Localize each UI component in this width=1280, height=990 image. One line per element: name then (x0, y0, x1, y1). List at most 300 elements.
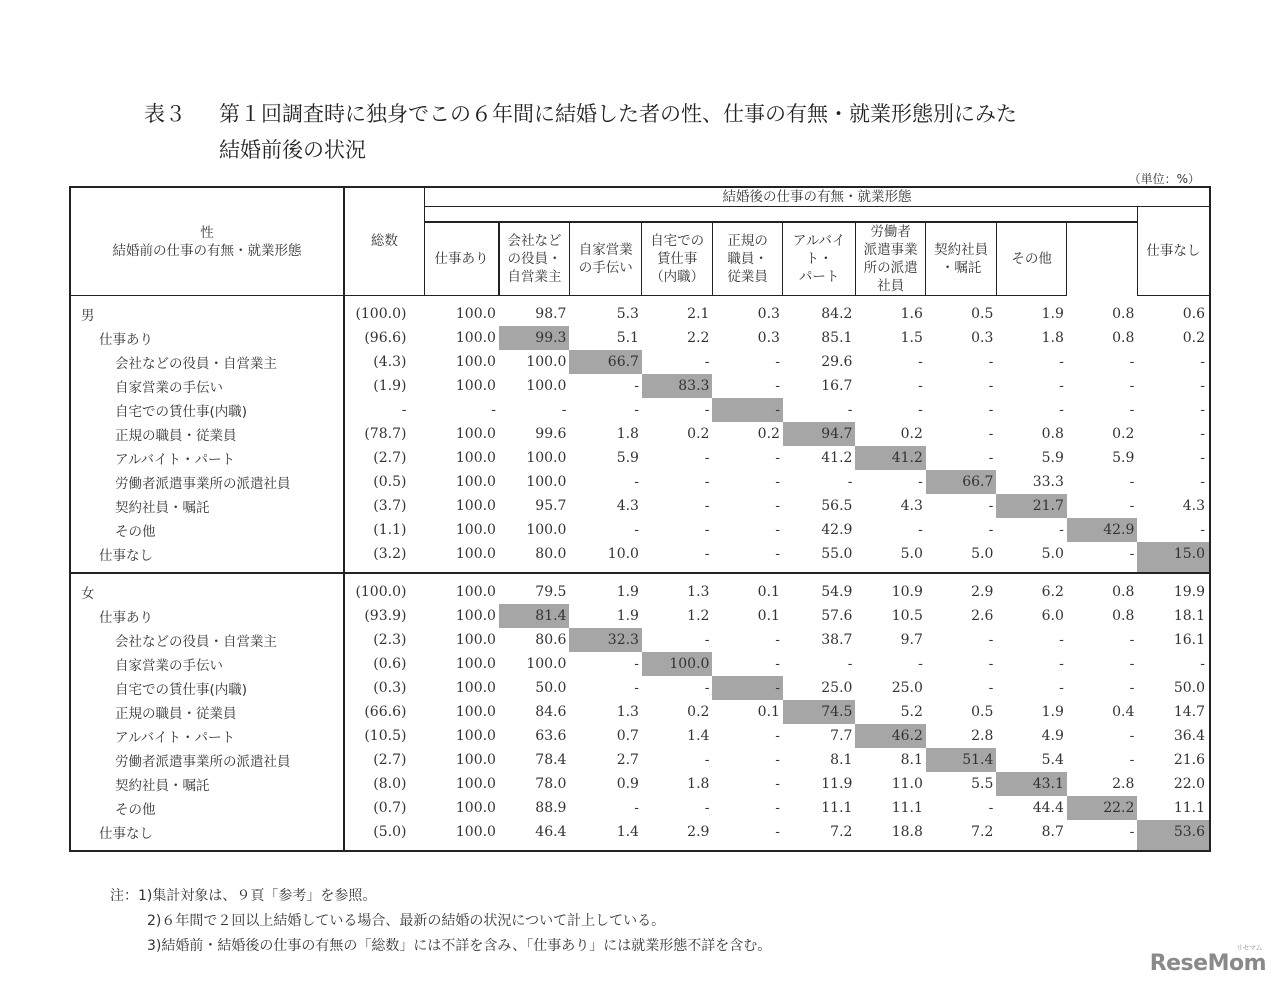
row-label: 自宅での賃仕事(内職) (70, 676, 344, 700)
distribution-cell: (1.9) (373, 378, 407, 394)
value-cell: - (988, 378, 994, 394)
value-cell: 1.3 (642, 573, 712, 604)
value-cell: 5.0 (971, 546, 994, 562)
row-label: 仕事なし (70, 542, 344, 573)
col-header-home-piecework (642, 222, 712, 296)
value-cell: 80.0 (535, 546, 567, 562)
col-header-text: パート (798, 269, 840, 285)
value-cell: 7.7 (830, 728, 853, 744)
value-cell: 1.8 (687, 776, 710, 792)
value-cell: - (775, 752, 780, 768)
total-header: 総数 (344, 187, 425, 296)
table-row (70, 518, 1210, 542)
table-row (70, 604, 1210, 628)
value-cell: 4.3 (616, 498, 639, 514)
col-header-text: 会社など (507, 233, 562, 249)
value-cell: - (1129, 632, 1135, 648)
value-cell: 1.4 (616, 824, 639, 840)
col-header-text: 自家営業 (578, 242, 633, 258)
value-cell: - (988, 402, 994, 418)
after-marriage-header: 結婚後の仕事の有無・就業形態 (424, 187, 1210, 207)
value-cell: - (712, 676, 782, 700)
value-cell: - (775, 546, 780, 562)
value-cell: 42.9 (821, 522, 853, 538)
total-cell: 100.0 (455, 474, 496, 490)
value-cell: 78.0 (535, 776, 567, 792)
value-cell: 15.0 (1137, 542, 1210, 573)
footnote-1: 注：1)集計対象は、９頁「参考」を参照。 (110, 888, 377, 904)
value-cell: - (775, 474, 780, 490)
value-cell: 50.0 (1173, 680, 1205, 696)
col-header-text: ・嘱託 (940, 260, 982, 276)
value-cell: 36.4 (1173, 728, 1205, 744)
value-cell: - (1129, 354, 1135, 370)
distribution-cell: (0.6) (373, 656, 407, 672)
value-cell: 11.1 (1173, 800, 1205, 816)
value-cell: - (704, 680, 710, 696)
col-header-text: 従業員 (727, 269, 768, 285)
value-cell: - (704, 474, 710, 490)
value-cell: 41.2 (821, 450, 853, 466)
value-cell: - (1200, 354, 1205, 370)
table-row (70, 446, 1210, 470)
value-cell: 1.9 (569, 573, 642, 604)
total-cell: 100.0 (455, 306, 496, 322)
value-cell: - (634, 522, 639, 538)
col-header-text: 派遣事業 (863, 242, 918, 258)
col-header-text: 正規の (727, 233, 768, 249)
value-cell: - (634, 800, 639, 816)
value-cell: 46.2 (855, 724, 925, 748)
value-cell: - (775, 632, 780, 648)
value-cell: 83.3 (642, 374, 712, 398)
value-cell: - (988, 656, 994, 672)
value-cell: - (775, 800, 780, 816)
table-row (70, 676, 1210, 700)
value-cell: 81.4 (499, 604, 569, 628)
distribution-cell: (93.9) (364, 608, 407, 624)
value-cell: 100.0 (526, 354, 567, 370)
total-cell: 100.0 (455, 824, 496, 840)
distribution-cell: (0.7) (373, 800, 407, 816)
value-cell: 8.7 (1041, 824, 1064, 840)
row-label: 自宅での賃仕事(内職) (70, 398, 344, 422)
distribution-cell: - (401, 402, 407, 418)
row-label: 契約社員・嘱託 (70, 494, 344, 518)
row-label: 自家営業の手伝い (70, 374, 344, 398)
value-cell: 16.1 (1173, 632, 1205, 648)
distribution-cell: (8.0) (373, 776, 407, 792)
table-row (70, 724, 1210, 748)
value-cell: 56.5 (821, 498, 853, 514)
table-row (70, 796, 1210, 820)
value-cell: - (988, 450, 994, 466)
value-cell: 1.9 (1041, 306, 1064, 322)
value-cell: 10.9 (855, 573, 925, 604)
col-header-text: の役員・ (507, 251, 562, 267)
total-cell: - (491, 402, 496, 418)
value-cell: - (775, 522, 780, 538)
table-title (144, 96, 1017, 168)
value-cell: - (918, 474, 923, 490)
col-header-text: （内職） (650, 269, 705, 285)
value-cell: 16.7 (821, 378, 853, 394)
value-cell: - (704, 632, 710, 648)
value-cell: - (775, 354, 780, 370)
total-cell: 100.0 (455, 728, 496, 744)
value-cell: 55.0 (821, 546, 853, 562)
value-cell: 0.5 (971, 704, 994, 720)
total-cell: 100.0 (455, 546, 496, 562)
total-cell: 100.0 (455, 704, 496, 720)
value-cell: 0.3 (757, 306, 780, 322)
value-cell: 5.4 (1041, 752, 1064, 768)
value-cell: - (1129, 752, 1135, 768)
value-cell: 5.2 (900, 704, 923, 720)
value-cell: 50.0 (535, 680, 567, 696)
value-cell: - (1129, 402, 1135, 418)
total-cell: 100.0 (455, 752, 496, 768)
value-cell: 53.6 (1137, 820, 1210, 851)
distribution-cell: (100.0) (344, 573, 425, 604)
total-cell: 100.0 (455, 330, 496, 346)
value-cell: 1.5 (900, 330, 923, 346)
col-header-part-time (783, 222, 856, 296)
value-cell: 94.7 (783, 422, 856, 446)
value-cell: 0.3 (757, 330, 780, 346)
table-row (70, 700, 1210, 724)
value-cell: 78.4 (535, 752, 567, 768)
value-cell: 21.6 (1173, 752, 1205, 768)
row-header (70, 187, 344, 296)
distribution-cell: (4.3) (373, 354, 407, 370)
col-header-text: 自宅での (650, 233, 705, 249)
value-cell: - (775, 728, 780, 744)
row-label: アルバイト・パート (70, 446, 344, 470)
value-cell: 25.0 (821, 680, 853, 696)
value-cell: 42.9 (1067, 518, 1137, 542)
value-cell: - (712, 398, 782, 422)
value-cell: 1.8 (616, 426, 639, 442)
value-cell: 2.2 (687, 330, 710, 346)
value-cell: - (775, 498, 780, 514)
value-cell: 66.7 (926, 470, 996, 494)
col-header-executive-self-employed (499, 222, 569, 296)
value-cell: 100.0 (526, 474, 567, 490)
table-row (70, 628, 1210, 652)
value-cell: - (1129, 498, 1135, 514)
value-cell: 0.2 (1112, 426, 1135, 442)
total-cell: 100.0 (455, 426, 496, 442)
value-cell: 5.9 (1112, 450, 1135, 466)
total-cell: 100.0 (455, 378, 496, 394)
value-cell: - (704, 402, 710, 418)
footnotes (110, 884, 771, 959)
value-cell: 10.0 (607, 546, 639, 562)
value-cell: 79.5 (499, 573, 569, 604)
table-row (70, 374, 1210, 398)
total-cell: 100.0 (455, 656, 496, 672)
value-cell: 0.1 (757, 608, 780, 624)
value-cell: 54.9 (783, 573, 856, 604)
value-cell: 7.2 (971, 824, 994, 840)
value-cell: - (918, 402, 923, 418)
value-cell: 99.6 (535, 426, 567, 442)
row-label: 正規の職員・従業員 (70, 700, 344, 724)
row-label: 会社などの役員・自営業主 (70, 628, 344, 652)
value-cell: - (1129, 824, 1135, 840)
value-cell: 0.2 (1182, 330, 1205, 346)
value-cell: 0.8 (1112, 608, 1135, 624)
value-cell: 8.1 (830, 752, 853, 768)
table-row (70, 772, 1210, 796)
col-header-text: 仕事あり (434, 251, 489, 267)
resemom-logo (1149, 944, 1266, 976)
value-cell: - (918, 354, 923, 370)
value-cell: - (1059, 680, 1064, 696)
value-cell: 14.7 (1173, 704, 1205, 720)
col-header-regular-employee (712, 222, 782, 296)
distribution-cell: (3.7) (373, 498, 407, 514)
col-header-text: の手伝い (578, 260, 633, 276)
value-cell: - (1129, 474, 1135, 490)
value-cell: 5.5 (971, 776, 994, 792)
value-cell: 0.2 (687, 426, 710, 442)
title-line-2: 結婚前後の状況 (219, 138, 366, 162)
distribution-cell: (78.7) (364, 426, 407, 442)
value-cell: - (1129, 680, 1135, 696)
value-cell: 95.7 (535, 498, 567, 514)
col-header-text: ト・ (805, 251, 833, 267)
row-label: 会社などの役員・自営業主 (70, 350, 344, 374)
value-cell: 51.4 (926, 748, 996, 772)
distribution-cell: (2.7) (373, 752, 407, 768)
col-header-text: 社員 (877, 278, 905, 294)
value-cell: 88.9 (535, 800, 567, 816)
value-cell: 0.2 (687, 704, 710, 720)
value-cell: 22.0 (1173, 776, 1205, 792)
value-cell: 22.2 (1067, 796, 1137, 820)
value-cell: - (704, 752, 710, 768)
value-cell: 5.3 (616, 306, 639, 322)
value-cell: 100.0 (526, 522, 567, 538)
value-cell: - (634, 656, 639, 672)
table-row (70, 542, 1210, 573)
total-cell: 100.0 (455, 608, 496, 624)
table-row (70, 398, 1210, 422)
value-cell: 0.8 (1067, 573, 1137, 604)
value-cell: 0.1 (712, 573, 782, 604)
value-cell: - (918, 522, 923, 538)
value-cell: 1.3 (616, 704, 639, 720)
value-cell: 85.1 (821, 330, 853, 346)
col-header-dispatched (855, 222, 925, 296)
value-cell: 25.0 (891, 680, 923, 696)
table-row (70, 820, 1210, 851)
table-row (70, 296, 1210, 327)
distribution-cell: (2.7) (373, 450, 407, 466)
value-cell: 32.3 (569, 628, 642, 652)
value-cell: - (704, 354, 710, 370)
value-cell: - (1200, 522, 1205, 538)
distribution-cell: (0.3) (373, 680, 407, 696)
row-label: 労働者派遣事業所の派遣社員 (70, 748, 344, 772)
value-cell: - (634, 378, 639, 394)
logo-subtext: リセマム (1236, 944, 1262, 952)
value-cell: 18.1 (1173, 608, 1205, 624)
value-cell: - (1059, 378, 1064, 394)
value-cell: - (704, 546, 710, 562)
value-cell: - (634, 680, 639, 696)
value-cell: 5.9 (616, 450, 639, 466)
value-cell: - (704, 522, 710, 538)
value-cell: 6.2 (996, 573, 1066, 604)
value-cell: 43.1 (996, 772, 1066, 796)
working-group-bracket (424, 207, 1137, 223)
row-label: アルバイト・パート (70, 724, 344, 748)
value-cell: 100.0 (526, 378, 567, 394)
col-header-text: 職員・ (727, 251, 768, 267)
value-cell: 57.6 (821, 608, 853, 624)
row-label: 男 (70, 296, 344, 327)
value-cell: - (988, 800, 994, 816)
col-header-text: 契約社員 (934, 242, 989, 258)
value-cell: - (1200, 402, 1205, 418)
value-cell: - (704, 800, 710, 816)
value-cell: 19.9 (1137, 573, 1210, 604)
value-cell: - (775, 824, 780, 840)
value-cell: 66.7 (569, 350, 642, 374)
col-header-contract (926, 222, 996, 296)
value-cell: 98.7 (535, 306, 567, 322)
value-cell: 0.4 (1112, 704, 1135, 720)
value-cell: 46.4 (535, 824, 567, 840)
value-cell: - (988, 522, 994, 538)
row-label: 仕事あり (70, 604, 344, 628)
total-cell: 100.0 (424, 573, 499, 604)
value-cell: - (1059, 522, 1064, 538)
distribution-cell: (5.0) (373, 824, 407, 840)
value-cell: - (988, 354, 994, 370)
value-cell: 0.2 (900, 426, 923, 442)
row-label: その他 (70, 796, 344, 820)
value-cell: 0.9 (616, 776, 639, 792)
row-label: 契約社員・嘱託 (70, 772, 344, 796)
total-cell: 100.0 (455, 450, 496, 466)
value-cell: - (704, 498, 710, 514)
table-row (70, 494, 1210, 518)
value-cell: 21.7 (996, 494, 1066, 518)
col-header-no-job (1137, 207, 1210, 296)
data-table-container (69, 186, 1211, 852)
col-header-family-business (569, 222, 642, 296)
value-cell: - (1200, 474, 1205, 490)
value-cell: - (988, 426, 994, 442)
table-row (70, 652, 1210, 676)
value-cell: - (561, 402, 567, 418)
distribution-cell: (66.6) (364, 704, 407, 720)
value-cell: 11.1 (891, 800, 923, 816)
value-cell: 1.8 (1041, 330, 1064, 346)
value-cell: 2.9 (926, 573, 996, 604)
row-header-line: 性 (200, 224, 214, 241)
total-cell: 100.0 (455, 354, 496, 370)
value-cell: - (1059, 354, 1064, 370)
row-label: 正規の職員・従業員 (70, 422, 344, 446)
value-cell: - (1200, 378, 1205, 394)
value-cell: - (775, 450, 780, 466)
value-cell: 4.3 (900, 498, 923, 514)
col-header-text: アルバイ (792, 233, 846, 249)
value-cell: - (1129, 728, 1135, 744)
value-cell: - (1200, 450, 1205, 466)
value-cell: 1.6 (900, 306, 923, 322)
row-label: 仕事あり (70, 326, 344, 350)
value-cell: - (634, 474, 639, 490)
value-cell: 8.1 (900, 752, 923, 768)
row-label: 女 (70, 573, 344, 604)
value-cell: - (1059, 402, 1064, 418)
row-label: 自家営業の手伝い (70, 652, 344, 676)
value-cell: 11.0 (891, 776, 923, 792)
total-cell: 100.0 (455, 680, 496, 696)
unit-label: （単位：%） (1128, 172, 1200, 186)
value-cell: 2.9 (687, 824, 710, 840)
value-cell: 11.1 (821, 800, 853, 816)
col-header-text: 仕事なし (1146, 243, 1201, 259)
value-cell: 7.2 (830, 824, 853, 840)
table-row (70, 422, 1210, 446)
table-row (70, 573, 1210, 604)
value-cell: 29.6 (821, 354, 853, 370)
footnote-3: 3)結婚前・結婚後の仕事の有無の「総数」には不詳を含み、「仕事あり」には就業形態不詳を含む。 (147, 938, 772, 954)
table-number: 表３ (144, 102, 186, 126)
table-row (70, 748, 1210, 772)
value-cell: 44.4 (1032, 800, 1064, 816)
title-line-1: 第１回調査時に独身でこの６年間に結婚した者の性、仕事の有無・就業形態別にみた (219, 102, 1017, 126)
value-cell: 41.2 (855, 446, 925, 470)
col-header-text: 労働者 (870, 224, 911, 240)
value-cell: 80.6 (535, 632, 567, 648)
value-cell: - (1129, 546, 1135, 562)
col-header-text: 賃仕事 (656, 251, 698, 267)
row-label: その他 (70, 518, 344, 542)
col-header-with-job (424, 222, 499, 296)
value-cell: 0.8 (1112, 305, 1135, 322)
value-cell: - (1129, 656, 1135, 672)
table-row (70, 350, 1210, 374)
value-cell: 5.9 (1041, 450, 1064, 466)
value-cell: - (918, 378, 923, 394)
value-cell: 5.0 (1041, 546, 1064, 562)
value-cell: 11.9 (821, 776, 853, 792)
value-cell: 0.6 (1182, 306, 1205, 322)
value-cell: 2.8 (971, 728, 994, 744)
value-cell: 2.7 (616, 752, 639, 768)
value-cell: 9.7 (900, 632, 923, 648)
total-cell: 100.0 (455, 522, 496, 538)
distribution-cell: (100.0) (355, 306, 407, 322)
value-cell: 100.0 (526, 656, 567, 672)
value-cell: 1.9 (1041, 704, 1064, 720)
value-cell: 5.1 (616, 330, 639, 346)
value-cell: 4.3 (1182, 498, 1205, 514)
value-cell: 1.2 (687, 608, 710, 624)
value-cell: 0.5 (971, 306, 994, 322)
total-cell: 100.0 (455, 498, 496, 514)
value-cell: 2.6 (971, 608, 994, 624)
table-row (70, 326, 1210, 350)
